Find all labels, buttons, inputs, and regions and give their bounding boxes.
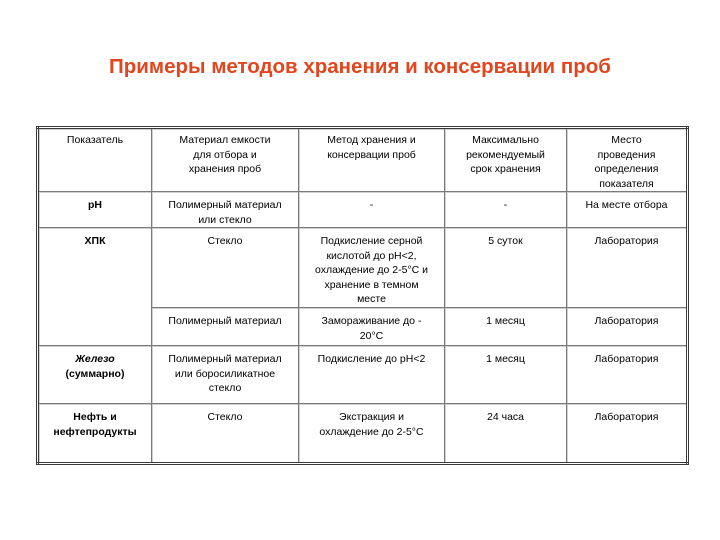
cell-term: 1 месяц: [445, 346, 567, 404]
table-row: [38, 228, 688, 308]
cell-material: Стекло: [152, 228, 299, 308]
slide-title: Примеры методов хранения и консервации проб: [109, 55, 611, 78]
cell-method: -: [299, 192, 445, 228]
table-row: [38, 192, 688, 228]
cell-place: Лаборатория: [567, 228, 688, 308]
cell-place: Лаборатория: [567, 308, 688, 346]
cell-method: Подкисление серной кислотой до рН<2, охлаждение до 2-5°С и хранение в темном месте: [299, 228, 445, 308]
cell-place: На месте отбора: [567, 192, 688, 228]
row-label-iron: [38, 346, 152, 404]
table-row: [38, 404, 688, 464]
row-label-cod: ХПК: [38, 228, 152, 346]
cell-material: Полимерный материал: [152, 308, 299, 346]
cell-place: Лаборатория: [567, 346, 688, 404]
cell-material: Стекло: [152, 404, 299, 464]
cell-material: Полимерный материал или боросиликатное стекло: [152, 346, 299, 404]
cell-term: -: [445, 192, 567, 228]
cell-method: Экстракция и охлаждение до 2-5°С: [299, 404, 445, 464]
row-label-iron-note: (суммарно): [65, 367, 125, 380]
header-container-material: Материал емкости для отбора и хранения проб: [152, 128, 299, 192]
row-label-ph: pH: [38, 192, 152, 228]
cell-term: 5 суток: [445, 228, 567, 308]
table-row: [38, 346, 688, 404]
header-analysis-place: Место проведения определения показателя: [567, 128, 688, 192]
cell-term: 24 часа: [445, 404, 567, 464]
header-storage-method: Метод хранения и консервации проб: [299, 128, 445, 192]
header-max-storage-term: Максимально рекомендуемый срок хранения: [445, 128, 567, 192]
header-indicator: Показатель: [38, 128, 152, 192]
row-label-oil: Нефть и нефтепродукты: [38, 404, 152, 464]
storage-methods-table: [36, 126, 689, 465]
cell-method: Замораживание до - 20°С: [299, 308, 445, 346]
cell-material: Полимерный материал или стекло: [152, 192, 299, 228]
cell-place: Лаборатория: [567, 404, 688, 464]
cell-term: 1 месяц: [445, 308, 567, 346]
row-label-iron-name: Железо: [75, 353, 115, 365]
cell-method: Подкисление до рН<2: [299, 346, 445, 404]
table-header-row: [38, 128, 688, 192]
